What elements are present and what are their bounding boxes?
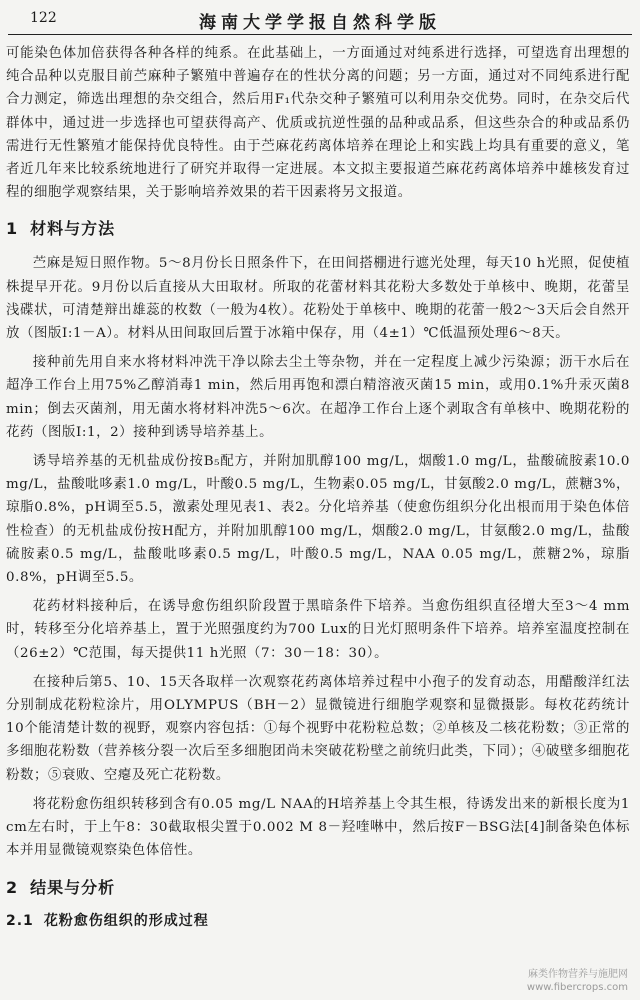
subsection-heading-callus — [6, 911, 630, 931]
running-header — [8, 8, 632, 35]
section-heading-materials-methods — [6, 218, 630, 240]
journal-title: 海南大学学报自然科学版 — [199, 13, 441, 33]
paragraph-culture-conditions: 花药材料接种后，在诱导愈伤组织阶段置于黑暗条件下培养。当愈伤组织直径增大至3～4 mm时，转移至分化培养基上，置于光照强度约为700 Lux的日光灯照明条件下培养。培养室温度控制在（26±2）℃范围，每天提供11 h光照（7：30－18：30）。 — [6, 599, 630, 661]
paragraph-cytology: 在接种后第5、10、15天各取样一次观察花药离体培养过程中小孢子的发育动态，用醋酸洋红法分别制成花粉粒涂片，用OLYMPUS（BH－2）显微镜进行细胞学观察和显微摄影。每枚花药统计10个能清楚计数的视野，观察内容包括：①每个视野中花粉粒总数；②单核及二核花粉数；③正常的多细胞花粉数（营养核分裂一次后至多细胞团尚未突破花粉壁之前统归此类，下同）；④破壁多细胞花粉数；⑤衰败、空瘪及死亡花粉数。 — [6, 674, 630, 783]
subsection-title: 花粉愈伤组织的形成过程 — [43, 912, 209, 929]
section-number: 1 — [6, 219, 19, 239]
section-title: 材料与方法 — [30, 219, 116, 239]
page-number: 122 — [30, 10, 57, 26]
subsection-number: 2.1 — [6, 912, 34, 929]
site-watermark — [527, 968, 628, 994]
intro-paragraph: 可能染色体加倍获得各种各样的纯系。在此基础上，一方面通过对纯系进行选择，可望选育出理想的纯合品种以克服目前苎麻种子繁殖中普遍存在的性状分离的问题；另一方面，通过对不同纯系进行配合力测定，筛选出理想的杂交组合，然后用F₁代杂交种子繁殖可以利用杂交优势。同时，在杂交后代群体中，通过进一步选择也可望获得高产、优质或抗逆性强的品种或品系，但这些杂合的种或品系仍需进行无性繁殖才能保持优良特性。由于苎麻花药离体培养在理论上和实践上均具有重要的意义，笔者近几年来比较系统地进行了研究并取得一定进展。本文拟主要报道苎麻花药离体培养中雄核发育过程的细胞学观察结果，关于影响培养效果的若干因素将另文报道。 — [6, 46, 630, 201]
watermark-line-url: www.fibercrops.com — [526, 982, 628, 993]
paragraph-plant-material: 苎麻是短日照作物。5～8月份长日照条件下，在田间搭棚进行遮光处理，每天10 h光照，促使植株提早开花。9月份以后直接从大田取材。所取的花蕾材料其花粉大多数处于单核中、晚期，花蕾呈浅碟状，可清楚辩出雄蕊的枚数（一般为4枚）。花粉处于单核中、晚期的花蕾一般2～3天后会自然开放（图版Ⅰ:1－A）。材料从田间取回后置于冰箱中保存，用（4±1）℃低温预处理6～8天。 — [6, 256, 630, 342]
section-heading-results — [6, 877, 630, 899]
paragraph-sterilization: 接种前先用自来水将材料冲洗干净以除去尘土等杂物，并在一定程度上减少污染源；沥干水后在超净工作台上用75%乙醇消毒1 min，然后用再饱和漂白精溶液灭菌15 min，或用0.1%升汞灭菌8 min；倒去灭菌剂，用无菌水将材料冲洗5～6次。在超净工作台上逐个剥取含有单核中、晚期花粉的花药（图版Ⅰ:1，2）接种到诱导培养基上。 — [6, 355, 630, 440]
section-number: 2 — [6, 877, 19, 897]
section-title: 结果与分析 — [30, 877, 116, 897]
paragraph-culture-media: 诱导培养基的无机盐成份按B₅配方，并附加肌醇100 mg/L，烟酸1.0 mg/L，盐酸硫胺素10.0 mg/L，盐酸吡哆素1.0 mg/L，叶酸0.5 mg/L，生物素0.05 mg/L，甘氨酸2.0 mg/L，蔗糖3%，琼脂0.8%，pH调至5.5，激素处理见表1、表2。分化培养基（使愈伤组织分化出根而用于染色体倍性检查）的无机盐成份按H配方，并附加肌醇100 mg/L，烟酸2.0 mg/L，甘氨酸2.0 mg/L，盐酸硫胺素0.5 mg/L，盐酸吡哆素0.5 mg/L，叶酸0.5 mg/L，NAA 0.05 mg/L，蔗糖2%，琼脂0.8%，pH调至5.5。 — [6, 454, 630, 586]
watermark-line-name: 麻类作物营养与施肥网 — [528, 969, 628, 980]
paragraph-chromosome: 将花粉愈伤组织转移到含有0.05 mg/L NAA的H培养基上令其生根，待诱发出来的新根长度为1 cm左右时，于上午8：30截取根尖置于0.002 M 8－羟喹啉中，然后按F－BSG法[4]制备染色体标本并用显微镜观察染色体倍性。 — [6, 796, 630, 859]
article-body — [6, 42, 630, 931]
